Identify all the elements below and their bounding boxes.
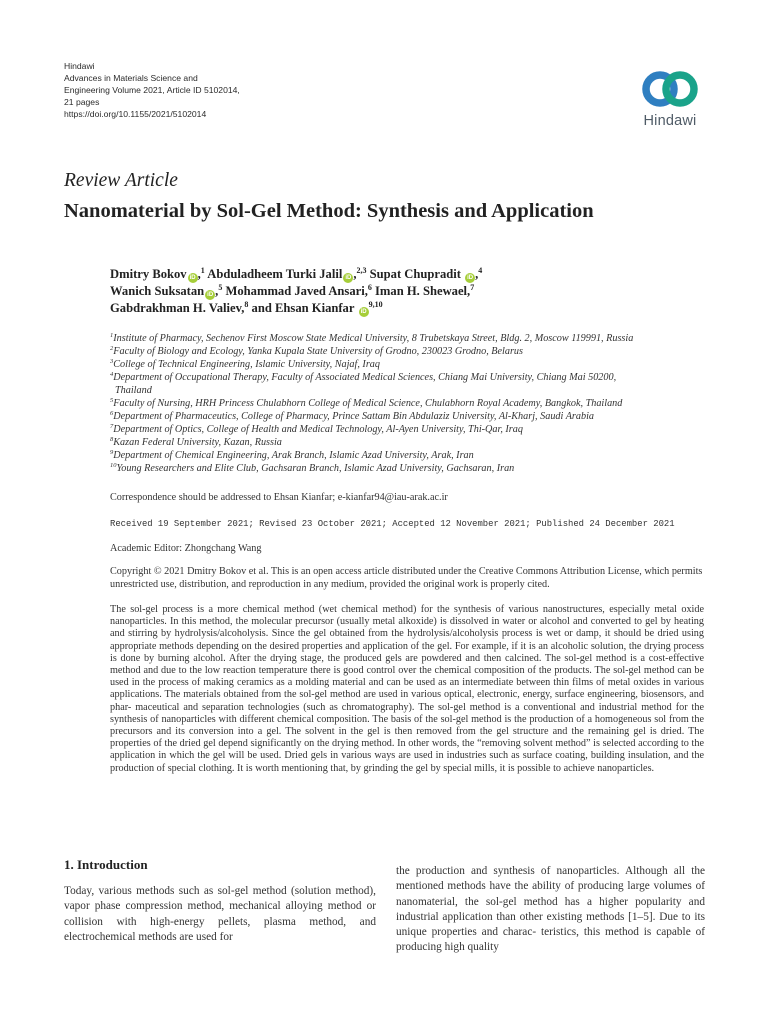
affiliation-marker: 10 — [110, 462, 117, 469]
affiliation-text: Faculty of Nursing, HRH Princess Chulabhorn College of Medical Science, Chulabhorn Royal Academy, Bangkok, Thailand — [113, 398, 623, 409]
affiliation-item — [110, 410, 633, 423]
affiliation-marker: 2 — [110, 345, 114, 352]
affiliation-item-continuation: Thailand — [115, 385, 152, 396]
author-separator: , — [197, 267, 201, 281]
affiliation-item — [110, 371, 633, 384]
orcid-icon[interactable]: iD — [360, 309, 367, 315]
author-separator: , — [364, 284, 368, 298]
hindawi-rings-icon — [632, 66, 708, 112]
affiliation-text: Kazan Federal University, Kazan, Russia — [113, 437, 282, 448]
affiliation-item — [110, 345, 633, 358]
affiliation-marker: 5 — [110, 397, 114, 404]
intro-right-column: the production and synthesis of nanoparticles. Although all the mentioned methods have the ability of producing large volumes of nanomaterial, the sol-gel method has a higher popularity and industrial application than other existing methods [1–5]. Due to its unique properties and charac- teristics, this method is capable of producing high quality — [396, 865, 705, 954]
affiliation-item — [110, 358, 633, 371]
author-list — [110, 266, 482, 317]
author-affiliation-marker: 2,3 — [356, 266, 367, 275]
author-affiliation-marker: 9,10 — [368, 300, 383, 309]
affiliation-text: Department of Occupational Therapy, Faculty of Associated Medical Sciences, Chiang Mai University, Chiang Mai 50200, — [113, 372, 617, 383]
orcid-icon[interactable]: iD — [467, 275, 474, 281]
publisher-name: Hindawi — [64, 61, 95, 71]
academic-editor: Academic Editor: Zhongchang Wang — [110, 543, 262, 554]
affiliation-text: Young Researchers and Elite Club, Gachsaran Branch, Islamic Azad University, Gachsaran, Iran — [116, 463, 515, 474]
author-line-3 — [110, 300, 482, 317]
publication-dates: Received 19 September 2021; Revised 23 October 2021; Accepted 12 November 2021; Published 24 December 2021 — [110, 519, 675, 529]
author-affiliation-marker: 1 — [200, 266, 205, 275]
affiliation-text: Institute of Pharmacy, Sechenov First Moscow State Medical University, 8 Trubetskaya Street, Bldg. 2, Moscow 119991, Russia — [113, 333, 634, 344]
orcid-icon[interactable]: iD — [345, 275, 352, 281]
author-name[interactable]: Dmitry Bokov — [110, 267, 187, 281]
affiliation-text: Department of Optics, College of Health and Medical Technology, Al-Ayen University, Thi-Qar, Iraq — [113, 424, 523, 435]
author-separator: , — [241, 301, 245, 315]
affiliation-text: Department of Chemical Engineering, Arak Branch, Islamic Azad University, Arak, Iran — [113, 450, 474, 461]
correspondence-note: Correspondence should be addressed to Ehsan Kianfar; e-kianfar94@iau-arak.ac.ir — [110, 492, 448, 503]
author-name[interactable]: Iman H. Shewael — [375, 284, 468, 298]
author-name[interactable]: Abduladheem Turki Jalil — [207, 267, 343, 281]
affiliation-item — [110, 423, 633, 436]
author-name[interactable]: Gabdrakhman H. Valiev — [110, 301, 242, 315]
affiliation-marker: 9 — [110, 449, 114, 456]
journal-name-line1: Advances in Materials Science and — [64, 73, 198, 83]
section-heading-introduction: 1. Introduction — [64, 857, 148, 872]
logo-wordmark: Hindawi — [643, 113, 697, 129]
copyright-notice: Copyright © 2021 Dmitry Bokov et al. This is an open access article distributed under the Creative Commons Attribution License, which permits unrestricted use, distribution, and reproduction in any medium, provided the original work is properly cited. — [110, 566, 703, 590]
author-name[interactable]: Wanich Suksatan — [110, 284, 205, 298]
affiliation-marker: 3 — [110, 358, 114, 365]
article-type: Review Article — [64, 170, 178, 191]
affiliation-marker: 1 — [110, 332, 114, 339]
orcid-icon[interactable]: iD — [189, 275, 196, 281]
author-separator: , — [353, 267, 357, 281]
abstract-text: The sol-gel process is a more chemical method (wet chemical method) for the synthesis of various nanostructures, especially metal oxide nanoparticles. In this method, the molecular precursor (usually metal alkoxide) is dissolved in water or alcohol and converted to gel by heating and stirring by hydrolysis/alcoholysis. Since the gel obtained from the hydrolysis/alcoholysis process is wet or damp, it should be dried using appropriate methods depending on the desired properties and application of the gel. For example, if it is an alcoholic solution, the drying process is done by burning alcohol. After the drying stage, the produced gels are powdered and then calcined. The sol-gel method is a cost-effective method and due to the low reaction temperature there is good control over the chemical composition of the products. The sol-gel method can be used in the process of making ceramics as a molding material and can be used as an intermediate between thin films of metal oxides in various applications. The materials obtained from the sol-gel method are used in various optical, electronic, energy, surface engineering, biosensors, and phar- maceutical and separation technologies (such as chromatography). The sol-gel method is a conventional and industrial method for the synthesis of nanoparticles with different chemical composition. The basis of the sol-gel method is the production of a homogeneous sol from the precursors and its conversion into a gel. The solvent in the gel is then removed from the gel structure and the remaining gel is dried. The properties of the dried gel depend significantly on the drying method. In other words, the “removing solvent method” is selected according to the application in which the gel will be used. Dried gels in various ways are used in industries such as surface coating, building insulation, and the production of special clothing. It is worth mentioning that, by grinding the gel by special mills, it is possible to achieve nanoparticles. — [110, 604, 704, 774]
affiliation-marker: 6 — [110, 410, 114, 417]
author-name[interactable]: Ehsan Kianfar — [275, 301, 355, 315]
author-affiliation-marker: 7 — [470, 283, 475, 292]
paper-title: Nanomaterial by Sol-Gel Method: Synthesis and Application — [64, 200, 594, 222]
orcid-icon[interactable]: iD — [207, 292, 214, 298]
affiliation-text: College of Technical Engineering, Islamic University, Najaf, Iraq — [113, 359, 380, 370]
hindawi-logo — [632, 66, 708, 136]
author-separator: , — [467, 284, 471, 298]
author-line-1 — [110, 266, 482, 283]
affiliation-marker: 8 — [110, 436, 114, 443]
doi-link[interactable]: https://doi.org/10.1155/2021/5102014 — [64, 109, 207, 119]
affiliation-item — [110, 449, 633, 462]
author-name[interactable]: Mohammad Javed Ansari — [225, 284, 365, 298]
author-line-2 — [110, 283, 482, 300]
journal-name-line2: Engineering Volume 2021, Article ID 5102014, — [64, 85, 240, 95]
author-affiliation-marker: 5 — [218, 283, 223, 292]
author-separator: , — [215, 284, 219, 298]
journal-metadata — [64, 60, 240, 120]
page-count: 21 pages — [64, 97, 100, 107]
affiliation-item — [110, 436, 633, 449]
affiliation-marker: 4 — [110, 371, 114, 378]
affiliation-list — [110, 332, 633, 475]
intro-left-column: Today, various methods such as sol-gel method (solution method), vapor phase compression method, mechanical alloying method or collision with high-energy pellets, plasma method, and electrochemical methods are used for — [64, 885, 376, 943]
affiliation-text: Faculty of Biology and Ecology, Yanka Kupala State University of Grodno, 230023 Grodno, Belarus — [113, 346, 523, 357]
affiliation-text: Department of Pharmaceutics, College of Pharmacy, Prince Sattam Bin Abdulaziz University, Al-Kharj, Saudi Arabia — [113, 411, 595, 422]
affiliation-item — [110, 462, 633, 475]
affiliation-marker: 7 — [110, 423, 114, 430]
author-affiliation-marker: 4 — [478, 266, 483, 275]
author-affiliation-marker: 6 — [367, 283, 372, 292]
affiliation-item — [110, 397, 633, 410]
author-name[interactable]: Supat Chupradit — [369, 267, 461, 281]
author-separator: , — [475, 267, 479, 281]
affiliation-item — [110, 332, 633, 345]
author-affiliation-marker: 8 — [244, 300, 249, 309]
author-conjunction: and — [251, 301, 276, 315]
